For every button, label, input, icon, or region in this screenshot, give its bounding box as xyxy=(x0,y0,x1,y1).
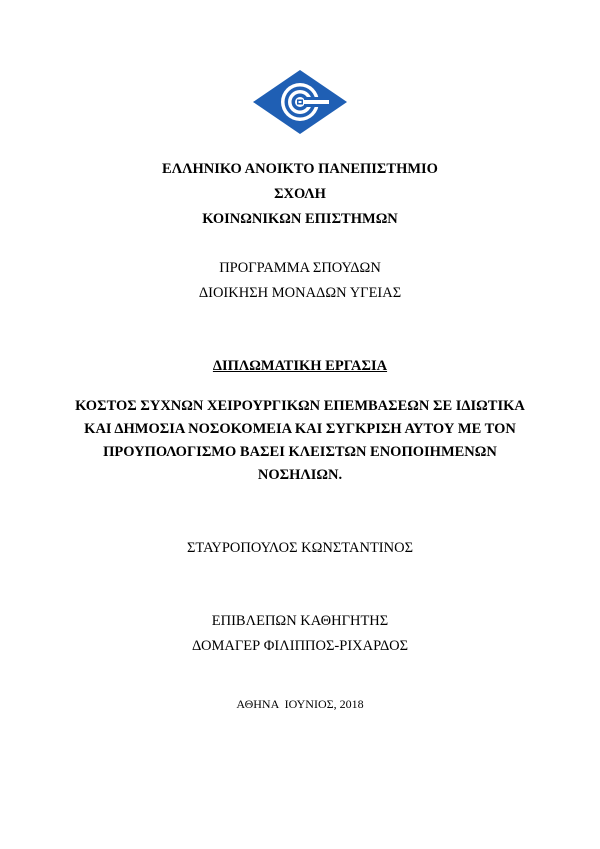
thesis-title-line: ΝΟΣΗΛΙΩΝ. xyxy=(257,467,343,483)
thesis-title-line: ΚΑΙ ΔΗΜΟΣΙΑ ΝΟΣΟΚΟΜΕΙΑ ΚΑΙ ΣΥΓΚΡΙΣΗ ΑΥΤΟΥ ΜΕ ΤΟΝ xyxy=(84,421,516,437)
university-name: ΕΛΛΗΝΙΚΟ ΑΝΟΙΚΤΟ ΠΑΝΕΠΙΣΤΗΜΙΟ xyxy=(162,161,438,177)
thesis-type: ΔΙΠΛΩΜΑΤΙΚΗ ΕΡΓΑΣΙΑ xyxy=(212,358,388,374)
thesis-title-line: ΠΡΟΥΠΟΛΟΓΙΣΜΟ ΒΑΣΕΙ ΚΛΕΙΣΤΩΝ ΕΝΟΠΟΙΗΜΕΝΩΝ xyxy=(103,444,497,460)
author-name: ΣΤΑΥΡΟΠΟΥΛΟΣ ΚΩΝΣΤΑΝΤΙΝΟΣ xyxy=(186,540,414,556)
thesis-title-line: ΚΟΣΤΟΣ ΣΥΧΝΩΝ ΧΕΙΡΟΥΡΓΙΚΩΝ ΕΠΕΜΒΑΣΕΩΝ ΣΕ ΙΔΙΩΤΙΚΑ xyxy=(75,398,525,414)
supervisor-name: ΔΟΜΑΓΕΡ ΦΙΛΙΠΠΟΣ-ΡΙΧΑΡΔΟΣ xyxy=(191,638,409,654)
school-name: ΚΟΙΝΩΝΙΚΩΝ ΕΠΙΣΤΗΜΩΝ xyxy=(202,211,398,227)
supervisor-label: ΕΠΙΒΛΕΠΩΝ ΚΑΘΗΓΗΤΗΣ xyxy=(211,613,389,629)
place-date: ΑΘΗΝΑ ΙΟΥΝΙΟΣ, 2018 xyxy=(236,697,364,711)
program-name: ΔΙΟΙΚΗΣΗ ΜΟΝΑΔΩΝ ΥΓΕΙΑΣ xyxy=(198,285,402,301)
university-emblem-icon xyxy=(253,70,347,134)
school-label: ΣΧΟΛΗ xyxy=(274,186,326,202)
program-label: ΠΡΟΓΡΑΜΜΑ ΣΠΟΥΔΩΝ xyxy=(219,260,381,276)
